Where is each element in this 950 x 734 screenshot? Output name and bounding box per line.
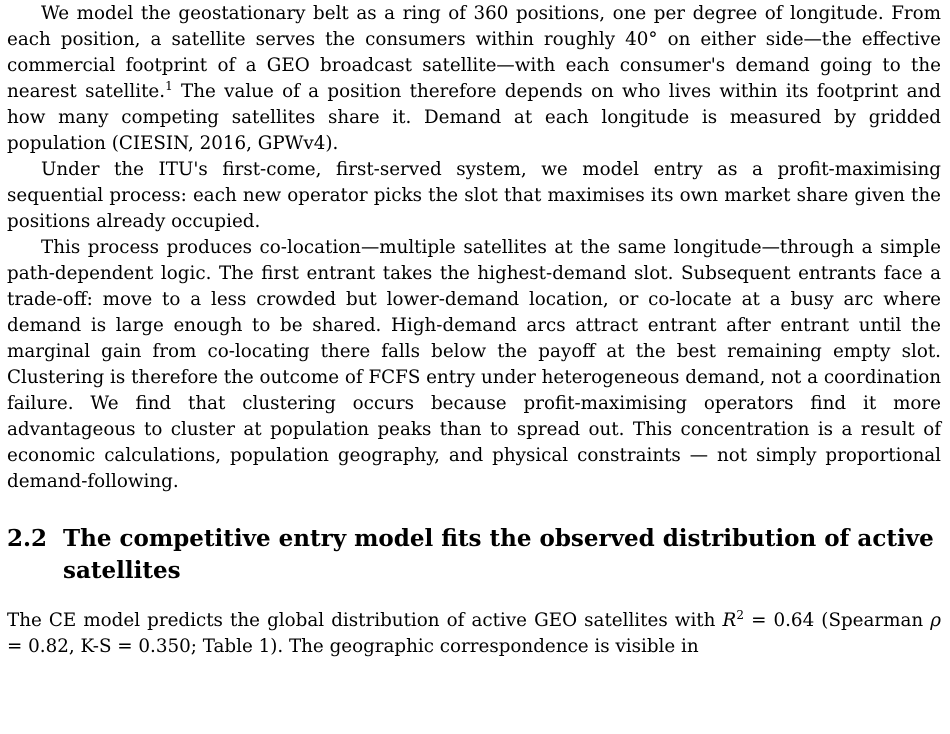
section-heading (7, 523, 941, 587)
rho-symbol: ρ (930, 610, 941, 631)
footnote-marker[interactable]: 1 (165, 79, 173, 93)
fit-text-part2: = 0.64 (Spearman (743, 610, 931, 631)
section-title: The competitive entry model fits the observed distribution of active satellites (63, 525, 934, 584)
paragraph-model-setup-tail: The value of a position therefore depends on who lives within its footprint and how many competing satellites share it. Demand at each longitude is measured by gridded population (CIESIN, 2016, GPWv4). (7, 81, 941, 154)
paragraph-model-setup-text: We model the geostationary belt as a ring of 360 positions, one per degree of longitude. From each position, a satellite serves the consumers within roughly 40° on either side—the effective commercial footprint of a GEO broadcast satellite—with each consumer's demand going to the nearest satellite. (7, 3, 941, 102)
r-squared-exponent: 2 (736, 608, 744, 622)
paragraph-fcfs-entry: Under the ITU's first-come, first-served system, we model entry as a profit-maximising sequential process: each new operator picks the slot that maximises its own market share given the positions already occupied. (7, 159, 941, 232)
fit-text-part1: The CE model predicts the global distribution of active GEO satellites with (7, 610, 723, 631)
paragraph-model-setup (7, 1, 941, 157)
section-number: 2.2 (7, 525, 48, 552)
paragraph-ce-model-fit (7, 608, 941, 660)
paragraph-co-location: This process produces co-location—multiple satellites at the same longitude—through a simple path-dependent logic. The first entrant takes the highest-demand slot. Subsequent entrants face a trade-off: move to a less crowded but lower-demand location, or co-locate at a busy arc where demand is large enough to be shared. High-demand arcs attract entrant after entrant until the marginal gain from co-locating there falls below the payoff at the best remaining empty slot. Clustering is therefore the outcome of FCFS entry under heterogeneous demand, not a coordination failure. We find that clustering occurs because profit-maximising operators find it more advantageous to cluster at population peaks than to spread out. This concentration is a result of economic calculations, population geography, and physical constraints — not simply proportional demand-following. (7, 237, 941, 492)
r-squared-symbol: R (722, 610, 737, 631)
paper-page (0, 1, 950, 734)
fit-text-part3: = 0.82, K-S = 0.350; Table 1). The geographic correspondence is visible in (7, 636, 699, 657)
